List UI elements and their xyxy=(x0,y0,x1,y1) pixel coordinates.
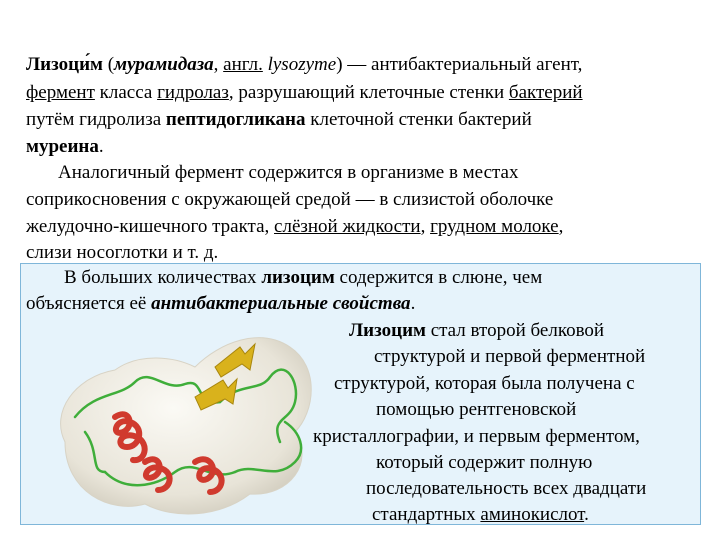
text: содержится в слюне, чем xyxy=(334,267,543,288)
link-hydrolase[interactable]: гидролаз xyxy=(157,82,229,103)
para4-line3: структурой, которая была получена с xyxy=(334,373,635,394)
text: желудочно-кишечного тракта, xyxy=(26,216,275,237)
text: ( xyxy=(102,54,115,75)
text: . xyxy=(584,504,589,525)
para4-line4: помощью рентгеновской xyxy=(376,399,577,420)
peptidoglycan: пептидогликана xyxy=(165,109,306,130)
para2-line4: слизи носоглотки и т. д. xyxy=(26,242,219,263)
text: ) — антибактериальный агент, xyxy=(336,54,583,75)
lysozyme-structure-image xyxy=(45,322,335,522)
antibacterial-properties: антибактериальные свойства xyxy=(151,293,411,314)
text: . xyxy=(410,293,416,314)
para4-line8 xyxy=(372,502,589,528)
para3-line2 xyxy=(26,291,415,317)
para1-line3 xyxy=(26,107,532,133)
link-bacteria[interactable]: бактерий xyxy=(508,82,583,103)
molecular-surface xyxy=(61,338,312,514)
para4-line2: структурой и первой ферментной xyxy=(374,346,646,367)
para4-line6: который содержит полную xyxy=(376,452,593,473)
para4-line1 xyxy=(349,318,604,344)
text: , xyxy=(420,216,431,237)
para1-line2 xyxy=(26,80,583,106)
para1-line1 xyxy=(26,52,582,78)
text: , xyxy=(558,216,564,237)
para1-line4 xyxy=(26,134,104,160)
para4-line5: кристаллографии, и первым ферментом, xyxy=(313,426,640,447)
lysozyme-heading: Лизоцим xyxy=(349,320,426,341)
link-amino-acids[interactable]: аминокислот xyxy=(480,504,585,525)
text: путём гидролиза xyxy=(26,109,166,130)
text: класса xyxy=(94,82,158,103)
para2-line1: Аналогичный фермент содержится в организме в местах xyxy=(58,162,519,183)
para2-line2: соприкосновения с окружающей средой — в слизистой оболочке xyxy=(26,189,554,210)
alt-name: мурамидаза xyxy=(114,54,214,75)
text: стандартных xyxy=(372,504,481,525)
link-ferment[interactable]: фермент xyxy=(26,82,95,103)
text: . xyxy=(98,136,104,157)
text: В больших количествах xyxy=(64,267,262,288)
link-engl[interactable]: англ. xyxy=(223,54,263,75)
text: клеточной стенки бактерий xyxy=(305,109,532,130)
para3-line1 xyxy=(64,265,542,291)
murein: муреина xyxy=(26,136,99,157)
para2-line3 xyxy=(26,214,563,240)
link-tear-fluid[interactable]: слёзной жидкости xyxy=(274,216,421,237)
text: объясняется её xyxy=(26,293,152,314)
term-lysozyme: Лизоци́м xyxy=(26,54,103,75)
para4-line7: последовательность всех двадцати xyxy=(366,478,647,499)
en-term: lysozyme xyxy=(267,54,337,75)
text: стал второй белковой xyxy=(425,320,605,341)
text: , разрушающий клеточные стенки xyxy=(228,82,509,103)
lysozyme-bold: лизоцим xyxy=(261,267,335,288)
text: , xyxy=(213,54,224,75)
link-breast-milk[interactable]: грудном молоке xyxy=(430,216,559,237)
